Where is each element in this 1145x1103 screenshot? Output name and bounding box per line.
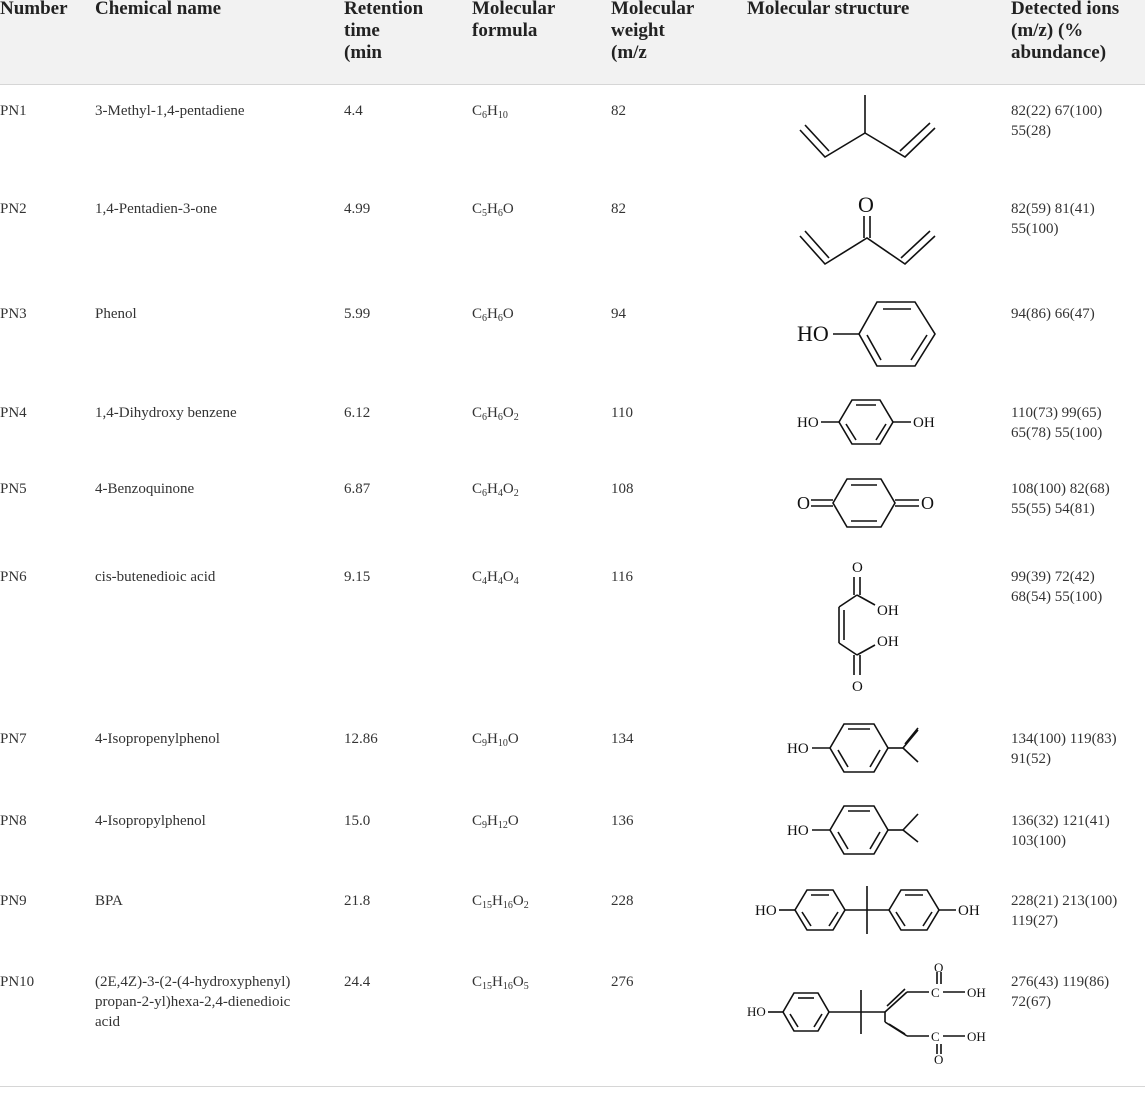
row-detected-ions: 82(59) 81(41) 55(100) (1011, 201, 1095, 237)
pn10-c-top: C (931, 985, 940, 1000)
pn6-oh-bottom: OH (877, 634, 899, 650)
row-detected-ions: 228(21) 213(100) 119(27) (1011, 893, 1118, 929)
pn10-oh-top: OH (967, 985, 986, 1000)
row-retention-time: 6.12 (344, 405, 371, 421)
row-retention-time: 6.87 (344, 481, 371, 497)
structure-pn6 (835, 557, 925, 697)
row-detected-ions: 99(39) 72(42) 68(54) 55(100) (1011, 569, 1103, 605)
structure-pn7 (785, 720, 945, 775)
row-molecular-weight: 276 (611, 974, 634, 990)
table-header (0, 0, 1145, 85)
row-molecular-weight: 134 (611, 731, 634, 747)
row-retention-time: 4.99 (344, 201, 371, 217)
row-molecular-formula: $C_6H_{10}$ (472, 103, 508, 121)
pn3-ho-label: HO (797, 321, 829, 346)
row-detected-ions: 110(73) 99(65) 65(78) 55(100) (1011, 405, 1103, 441)
row-number: PN1 (0, 103, 27, 119)
row-number: PN3 (0, 306, 27, 322)
header-molecular-formula: Molecular formula (472, 0, 556, 41)
row-molecular-weight: 108 (611, 481, 634, 497)
row-retention-time: 15.0 (344, 813, 371, 829)
row-chemical-name: 3-Methyl-1,4-pentadiene (95, 103, 245, 119)
row-chemical-name: 4-Isopropylphenol (95, 813, 206, 829)
row-chemical-name: 4-Isopropenylphenol (95, 731, 220, 747)
pn9-ho-label: HO (755, 903, 777, 919)
row-number: PN6 (0, 569, 27, 585)
row-detected-ions: 82(22) 67(100) 55(28) (1011, 103, 1103, 139)
row-detected-ions: 108(100) 82(68) 55(55) 54(81) (1011, 481, 1110, 517)
row-chemical-name: 1,4-Pentadien-3-one (95, 201, 218, 217)
header-retention-time: Retention time (min (344, 0, 424, 63)
pn5-oxygen-left: O (797, 493, 810, 513)
row-molecular-formula: $C_6H_6O$ (472, 306, 514, 324)
structure-pn3 (795, 288, 955, 368)
table-bottom-rule (0, 1086, 1145, 1087)
pn10-o-bottom: O (934, 1052, 944, 1067)
row-retention-time: 5.99 (344, 306, 371, 322)
structure-pn8 (785, 802, 945, 857)
row-molecular-weight: 82 (611, 201, 626, 217)
row-number: PN9 (0, 893, 27, 909)
row-number: PN5 (0, 481, 27, 497)
row-number: PN8 (0, 813, 27, 829)
row-molecular-weight: 82 (611, 103, 626, 119)
pn6-oxygen-top: O (852, 560, 863, 576)
structure-pn4 (795, 396, 955, 446)
pn10-c-bottom: C (931, 1029, 940, 1044)
row-chemical-name: 4-Benzoquinone (95, 481, 195, 497)
row-molecular-formula: $C_5H_6O$ (472, 201, 514, 219)
row-molecular-formula: $C_6H_4O_2$ (472, 481, 519, 499)
row-chemical-name: (2E,4Z)-3-(2-(4-hydroxyphenyl) propan-2-yl)hexa-2,4-dienedioic acid (95, 974, 291, 1030)
row-molecular-formula: $C_6H_6O_2$ (472, 405, 519, 423)
row-molecular-weight: 94 (611, 306, 626, 322)
pn7-ho-label: HO (787, 741, 809, 757)
row-number: PN10 (0, 974, 35, 990)
row-detected-ions: 136(32) 121(41) 103(100) (1011, 813, 1110, 849)
row-detected-ions: 134(100) 119(83) 91(52) (1011, 731, 1117, 767)
structure-pn10 (745, 960, 995, 1067)
pn5-oxygen-right: O (921, 493, 934, 513)
row-molecular-weight: 228 (611, 893, 634, 909)
pn4-ho-label: HO (797, 415, 819, 431)
pn4-oh-label: OH (913, 415, 935, 431)
header-molecular-structure: Molecular structure (747, 0, 910, 19)
pn2-oxygen-label: O (858, 192, 874, 217)
row-chemical-name: Phenol (95, 306, 137, 322)
row-number: PN7 (0, 731, 27, 747)
row-chemical-name: cis-butenedioic acid (95, 569, 216, 585)
row-molecular-formula: $C_9H_{12}O$ (472, 813, 519, 831)
row-molecular-formula: $C_9H_{10}O$ (472, 731, 519, 749)
row-retention-time: 21.8 (344, 893, 371, 909)
row-number: PN4 (0, 405, 27, 421)
row-molecular-formula: $C_{15}H_{16}O_5$ (472, 974, 529, 992)
row-chemical-name: BPA (95, 893, 123, 909)
pn6-oh-top: OH (877, 603, 899, 619)
pn9-oh-label: OH (958, 903, 980, 919)
row-molecular-formula: $C_{15}H_{16}O_2$ (472, 893, 529, 911)
row-detected-ions: 276(43) 119(86) 72(67) (1011, 974, 1110, 1010)
row-retention-time: 12.86 (344, 731, 378, 747)
row-molecular-weight: 116 (611, 569, 633, 585)
pn10-oh-bottom: OH (967, 1029, 986, 1044)
pn8-ho-label: HO (787, 823, 809, 839)
header-chemical-name: Chemical name (95, 0, 222, 19)
header-detected-ions: Detected ions (m/z) (% abundance) (1011, 0, 1120, 63)
row-retention-time: 24.4 (344, 974, 371, 990)
structure-pn2 (795, 188, 945, 273)
row-retention-time: 4.4 (344, 103, 363, 119)
structure-pn1 (795, 95, 945, 170)
row-number: PN2 (0, 201, 27, 217)
row-molecular-weight: 136 (611, 813, 634, 829)
structure-pn9 (753, 880, 983, 940)
row-chemical-name: 1,4-Dihydroxy benzene (95, 405, 237, 421)
header-number: Number (0, 0, 68, 19)
row-retention-time: 9.15 (344, 569, 371, 585)
pn10-o-top: O (934, 960, 944, 975)
header-molecular-weight: Molecular weight (m/z (611, 0, 695, 63)
row-molecular-weight: 110 (611, 405, 633, 421)
row-detected-ions: 94(86) 66(47) (1011, 306, 1095, 322)
row-molecular-formula: $C_4H_4O_4$ (472, 569, 519, 587)
pn10-ho-label: HO (747, 1004, 766, 1019)
pn6-oxygen-bottom: O (852, 679, 863, 695)
structure-pn5 (795, 475, 955, 530)
